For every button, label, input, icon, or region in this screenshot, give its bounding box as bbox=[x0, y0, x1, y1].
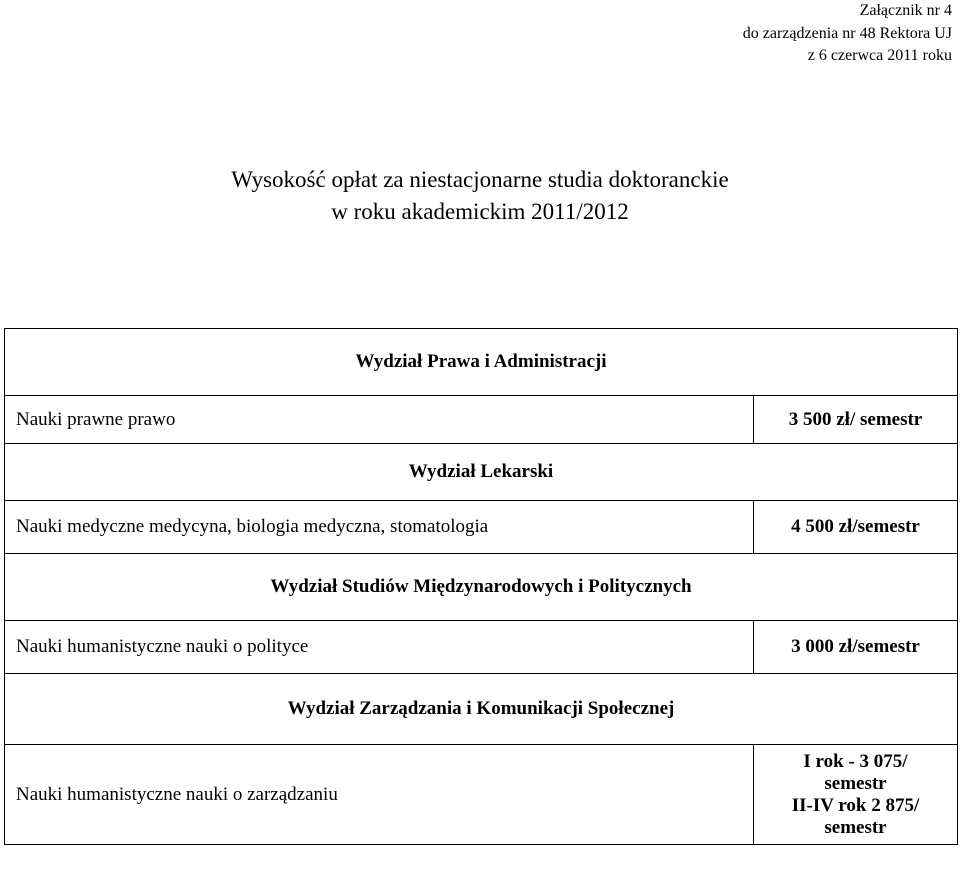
fee-amount: 3 500 zł/ semestr bbox=[754, 396, 958, 444]
attachment-number: Załącznik nr 4 bbox=[859, 2, 952, 19]
faculty-name: Wydział Lekarski bbox=[5, 444, 958, 501]
field-of-study: Nauki humanistyczne nauki o polityce bbox=[5, 621, 754, 674]
field-of-study: Nauki prawne prawo bbox=[5, 396, 754, 444]
fee-line: II-IV rok 2 875/ bbox=[791, 794, 920, 816]
faculty-row bbox=[5, 674, 958, 745]
faculty-name: Wydział Prawa i Administracji bbox=[5, 329, 958, 396]
fee-amount bbox=[754, 745, 958, 845]
attachment-date: z 6 czerwca 2011 roku bbox=[807, 47, 952, 64]
fee-amount: 4 500 zł/semestr bbox=[754, 501, 958, 554]
field-of-study: Nauki humanistyczne nauki o zarządzaniu bbox=[5, 745, 754, 845]
fees-table bbox=[4, 328, 958, 845]
fee-line: semestr bbox=[824, 816, 887, 838]
faculty-row bbox=[5, 444, 958, 501]
table-row bbox=[5, 396, 958, 444]
field-of-study: Nauki medyczne medycyna, biologia medyczna, stomatologia bbox=[5, 501, 754, 554]
document-title bbox=[0, 164, 960, 228]
faculty-row bbox=[5, 329, 958, 396]
attachment-header bbox=[743, 0, 952, 68]
title-line-2: w roku akademickim 2011/2012 bbox=[331, 199, 629, 224]
fee-line: I rok - 3 075/ bbox=[803, 750, 908, 772]
table-row bbox=[5, 621, 958, 674]
faculty-name: Wydział Zarządzania i Komunikacji Społecznej bbox=[5, 674, 958, 745]
faculty-name: Wydział Studiów Międzynarodowych i Politycznych bbox=[5, 554, 958, 621]
fee-line: semestr bbox=[824, 772, 887, 794]
title-line-1: Wysokość opłat za niestacjonarne studia doktoranckie bbox=[231, 167, 729, 192]
table-row bbox=[5, 501, 958, 554]
faculty-row bbox=[5, 554, 958, 621]
attachment-regulation: do zarządzenia nr 48 Rektora UJ bbox=[742, 24, 952, 42]
table-row bbox=[5, 745, 958, 845]
fee-amount: 3 000 zł/semestr bbox=[754, 621, 958, 674]
